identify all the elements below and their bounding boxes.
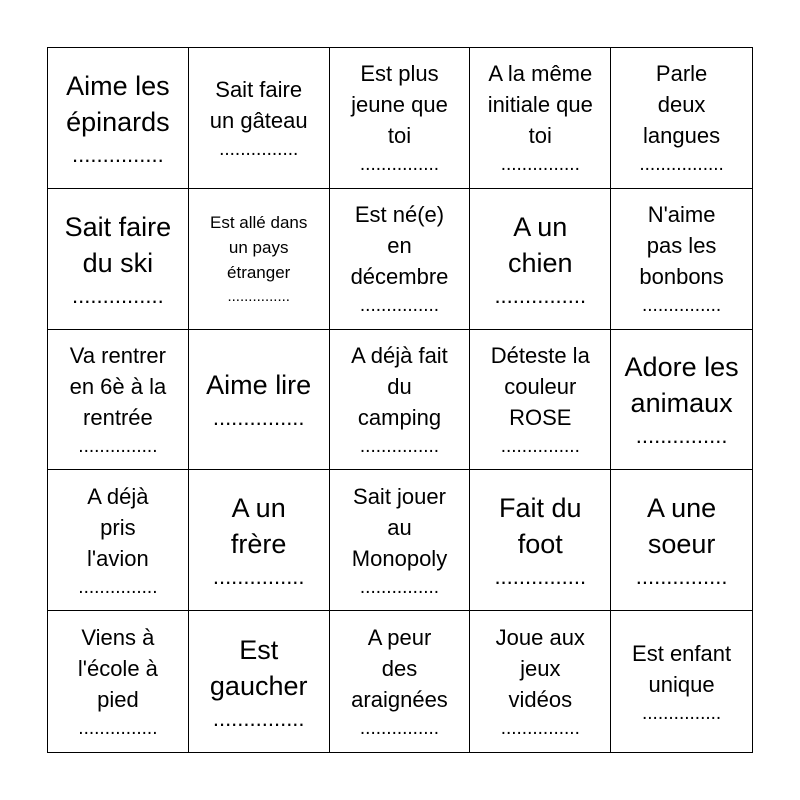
bingo-cell-answer-line: ............... <box>642 295 722 317</box>
bingo-cell[interactable] <box>611 189 752 330</box>
bingo-cell-answer-line: ............... <box>359 576 440 598</box>
bingo-cell[interactable] <box>330 330 471 471</box>
bingo-cell[interactable] <box>470 611 611 752</box>
bingo-cell[interactable] <box>611 470 752 611</box>
bingo-cell[interactable] <box>189 189 330 330</box>
bingo-cell-answer-line: ............... <box>359 435 440 457</box>
bingo-cell-text: Adore les animaux <box>624 352 739 419</box>
bingo-cell[interactable] <box>48 189 189 330</box>
bingo-cell-answer-line: ............... <box>635 564 728 590</box>
bingo-cell-text: Parle deux langues <box>643 61 721 149</box>
bingo-cell[interactable] <box>48 48 189 189</box>
bingo-cell[interactable] <box>330 48 471 189</box>
bingo-cell[interactable] <box>330 470 471 611</box>
bingo-cell-answer-line: ............... <box>78 718 158 740</box>
bingo-cell[interactable] <box>189 330 330 471</box>
bingo-cell-text: Va rentrer en 6è à la rentrée <box>69 342 167 430</box>
bingo-cell[interactable] <box>470 189 611 330</box>
bingo-cell-text: Aime lire <box>206 370 312 401</box>
bingo-cell-answer-line: ............... <box>219 138 299 160</box>
bingo-cell-answer-line: ................ <box>639 154 724 176</box>
bingo-cell[interactable] <box>189 611 330 752</box>
bingo-cell[interactable] <box>611 48 752 189</box>
bingo-cell-answer-line: ............... <box>494 564 587 590</box>
bingo-cell-text: Aime les épinards <box>66 70 170 137</box>
bingo-cell-text: A un chien <box>508 211 573 278</box>
bingo-cell-text: A déjà pris l'avion <box>87 483 149 571</box>
bingo-cell-answer-line: ............... <box>642 702 722 724</box>
bingo-cell-text: Joue aux jeux vidéos <box>495 625 585 713</box>
bingo-cell[interactable] <box>330 611 471 752</box>
bingo-cell-answer-line: ............... <box>359 154 440 176</box>
bingo-cell[interactable] <box>48 330 189 471</box>
bingo-cell-text: Sait faire du ski <box>64 211 172 278</box>
bingo-cell-answer-line: ............... <box>500 435 580 457</box>
bingo-cell-text: Est allé dans un pays étranger <box>210 213 308 283</box>
bingo-cell-text: A la même initiale que toi <box>487 61 593 149</box>
bingo-cell[interactable] <box>611 611 752 752</box>
bingo-cell[interactable] <box>189 470 330 611</box>
bingo-cell[interactable] <box>470 330 611 471</box>
bingo-cell-answer-line: ............... <box>635 423 728 449</box>
bingo-cell-text: A un frère <box>230 493 287 560</box>
bingo-cell[interactable] <box>48 470 189 611</box>
bingo-cell[interactable] <box>330 189 471 330</box>
bingo-cell-answer-line: ............... <box>78 435 158 457</box>
bingo-cell-answer-line: ............... <box>359 295 440 317</box>
bingo-cell-answer-line: ............... <box>494 282 587 308</box>
bingo-cell-text: Est plus jeune que toi <box>351 61 448 149</box>
bingo-cell-text: A peur des araignées <box>351 625 448 713</box>
bingo-grid <box>47 47 753 753</box>
bingo-cell-answer-line: ............... <box>500 718 580 740</box>
bingo-cell-answer-line: ............... <box>212 705 305 731</box>
bingo-cell[interactable] <box>470 470 611 611</box>
bingo-cell-text: Est gaucher <box>209 634 308 701</box>
bingo-cell[interactable] <box>470 48 611 189</box>
bingo-cell-answer-line: ............... <box>212 405 305 431</box>
bingo-cell-answer-line: ............... <box>72 282 164 308</box>
bingo-cell[interactable] <box>611 330 752 471</box>
bingo-cell-text: Sait jouer au Monopoly <box>351 483 448 571</box>
bingo-cell-text: A une soeur <box>647 493 717 560</box>
bingo-cell-answer-line: ............... <box>359 718 440 740</box>
bingo-cell-answer-line: ............... <box>72 141 164 167</box>
bingo-cell-answer-line: ............... <box>500 154 580 176</box>
bingo-cell-text: Déteste la couleur ROSE <box>490 342 590 430</box>
bingo-cell-text: Est enfant unique <box>632 640 732 697</box>
bingo-cell[interactable] <box>48 611 189 752</box>
bingo-cell-answer-line: ............... <box>227 288 290 306</box>
bingo-cell-answer-line: ............... <box>78 576 158 598</box>
bingo-cell-answer-line: ............... <box>212 564 305 590</box>
bingo-cell-text: Est né(e) en décembre <box>350 202 449 290</box>
bingo-cell-text: Viens à l'école à pied <box>77 625 158 713</box>
bingo-cell-text: N'aime pas les bonbons <box>639 202 724 290</box>
bingo-cell[interactable] <box>189 48 330 189</box>
bingo-cell-text: Sait faire un gâteau <box>209 76 308 133</box>
bingo-cell-text: A déjà fait du camping <box>351 342 448 430</box>
bingo-cell-text: Fait du foot <box>499 493 582 560</box>
